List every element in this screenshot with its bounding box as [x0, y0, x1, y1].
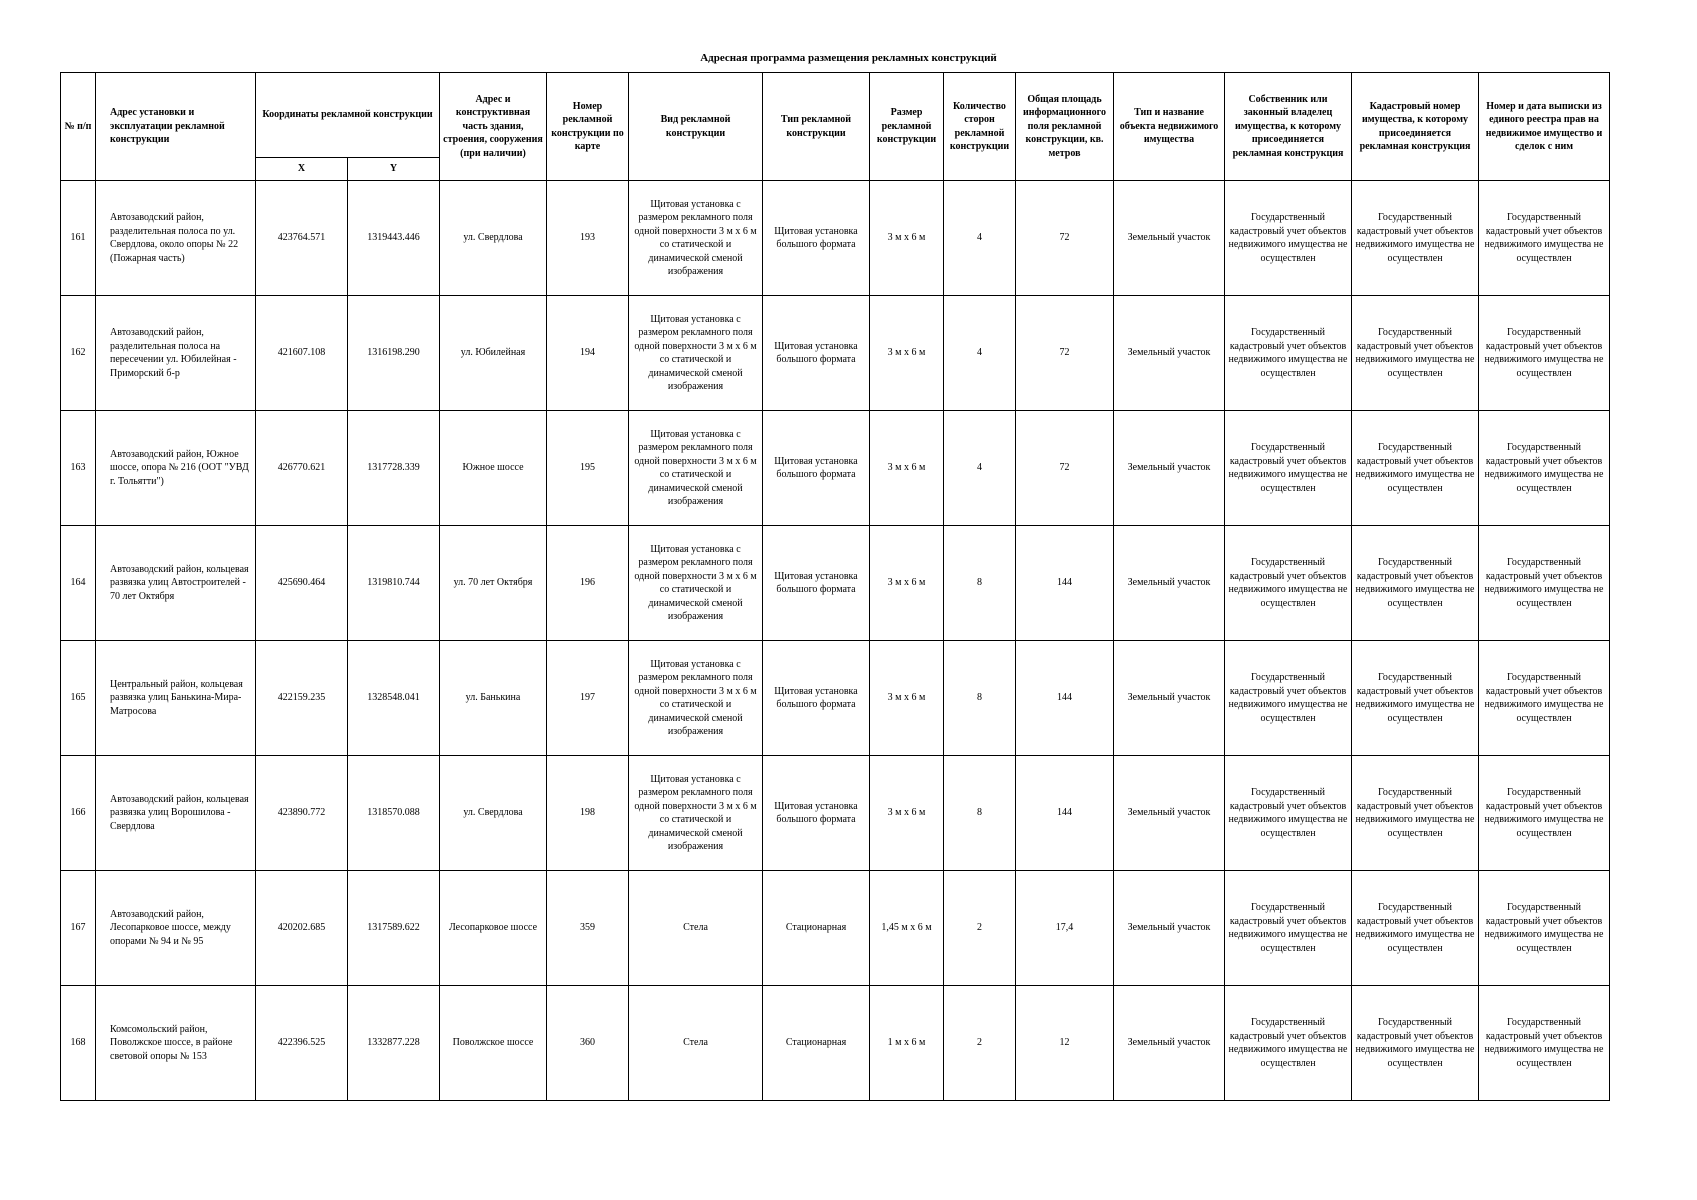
cell-y: 1317589.622 [348, 871, 440, 986]
header-building: Адрес и конструктивная часть здания, строения, сооружения (при наличии) [440, 73, 547, 181]
cell-y: 1328548.041 [348, 641, 440, 756]
cell-y: 1319443.446 [348, 181, 440, 296]
cell-kind: Щитовая установка с размером рекламного поля одной поверхности 3 м х 6 м со статической и динамической сменой изображения [629, 296, 763, 411]
cell-x: 423890.772 [256, 756, 348, 871]
cell-address: Комсомольский район, Поволжское шоссе, в районе световой опоры № 153 [96, 986, 256, 1101]
table-row [61, 296, 1610, 411]
cell-registry: Государственный кадастровый учет объектов недвижимого имущества не осуществлен [1479, 986, 1610, 1101]
cell-map-no: 194 [547, 296, 629, 411]
cell-sides: 4 [944, 411, 1016, 526]
cell-property: Земельный участок [1114, 411, 1225, 526]
cell-address: Центральный район, кольцевая развязка улиц Банькина-Мира-Матросова [96, 641, 256, 756]
cell-owner: Государственный кадастровый учет объектов недвижимого имущества не осуществлен [1225, 296, 1352, 411]
cell-building: Лесопарковое шоссе [440, 871, 547, 986]
table-row [61, 871, 1610, 986]
cell-cadastral: Государственный кадастровый учет объектов недвижимого имущества не осуществлен [1352, 641, 1479, 756]
cell-area: 17,4 [1016, 871, 1114, 986]
cell-area: 72 [1016, 411, 1114, 526]
cell-x: 421607.108 [256, 296, 348, 411]
cell-area: 72 [1016, 181, 1114, 296]
cell-x: 422159.235 [256, 641, 348, 756]
cell-property: Земельный участок [1114, 986, 1225, 1101]
cell-y: 1319810.744 [348, 526, 440, 641]
page-title: Адресная программа размещения рекламных конструкций [700, 52, 997, 64]
cell-kind: Стела [629, 986, 763, 1101]
cell-type: Стационарная [763, 986, 870, 1101]
cell-size: 1 м х 6 м [870, 986, 944, 1101]
header-kind: Вид рекламной конструкции [629, 73, 763, 181]
cell-property: Земельный участок [1114, 296, 1225, 411]
cell-type: Щитовая установка большого формата [763, 756, 870, 871]
cell-address: Автозаводский район, разделительная полоса на пересечении ул. Юбилейная - Приморский б-р [96, 296, 256, 411]
cell-sides: 8 [944, 756, 1016, 871]
cell-type: Щитовая установка большого формата [763, 526, 870, 641]
cell-registry: Государственный кадастровый учет объектов недвижимого имущества не осуществлен [1479, 641, 1610, 756]
cell-size: 3 м х 6 м [870, 296, 944, 411]
cell-area: 72 [1016, 296, 1114, 411]
cell-num: 161 [61, 181, 96, 296]
cell-y: 1316198.290 [348, 296, 440, 411]
cell-y: 1332877.228 [348, 986, 440, 1101]
cell-address: Автозаводский район, кольцевая развязка улиц Автостроителей - 70 лет Октября [96, 526, 256, 641]
cell-owner: Государственный кадастровый учет объектов недвижимого имущества не осуществлен [1225, 641, 1352, 756]
table-row [61, 181, 1610, 296]
header-owner: Собственник или законный владелец имущества, к которому присоединяется рекламная конструкция [1225, 73, 1352, 181]
cell-map-no: 360 [547, 986, 629, 1101]
cell-building: ул. Банькина [440, 641, 547, 756]
header-coords: Координаты рекламной конструкции [256, 73, 440, 158]
cell-size: 3 м х 6 м [870, 526, 944, 641]
cell-owner: Государственный кадастровый учет объектов недвижимого имущества не осуществлен [1225, 871, 1352, 986]
header-property: Тип и название объекта недвижимого имущества [1114, 73, 1225, 181]
cell-y: 1318570.088 [348, 756, 440, 871]
header-type: Тип рекламной конструкции [763, 73, 870, 181]
cell-num: 163 [61, 411, 96, 526]
cell-kind: Щитовая установка с размером рекламного поля одной поверхности 3 м х 6 м со статической и динамической сменой изображения [629, 181, 763, 296]
cell-sides: 2 [944, 871, 1016, 986]
cell-address: Автозаводский район, разделительная полоса по ул. Свердлова, около опоры № 22 (Пожарная часть) [96, 181, 256, 296]
cell-x: 425690.464 [256, 526, 348, 641]
cell-owner: Государственный кадастровый учет объектов недвижимого имущества не осуществлен [1225, 526, 1352, 641]
table-row [61, 756, 1610, 871]
cell-map-no: 195 [547, 411, 629, 526]
cell-owner: Государственный кадастровый учет объектов недвижимого имущества не осуществлен [1225, 181, 1352, 296]
cell-size: 3 м х 6 м [870, 181, 944, 296]
cell-num: 167 [61, 871, 96, 986]
cell-num: 166 [61, 756, 96, 871]
cell-kind: Щитовая установка с размером рекламного поля одной поверхности 3 м х 6 м со статической и динамической сменой изображения [629, 756, 763, 871]
cell-size: 3 м х 6 м [870, 411, 944, 526]
cell-type: Щитовая установка большого формата [763, 641, 870, 756]
cell-sides: 8 [944, 526, 1016, 641]
cell-cadastral: Государственный кадастровый учет объектов недвижимого имущества не осуществлен [1352, 411, 1479, 526]
cell-registry: Государственный кадастровый учет объектов недвижимого имущества не осуществлен [1479, 181, 1610, 296]
cell-size: 3 м х 6 м [870, 641, 944, 756]
cell-map-no: 196 [547, 526, 629, 641]
cell-x: 423764.571 [256, 181, 348, 296]
cell-num: 164 [61, 526, 96, 641]
cell-x: 420202.685 [256, 871, 348, 986]
cell-sides: 4 [944, 181, 1016, 296]
cell-registry: Государственный кадастровый учет объектов недвижимого имущества не осуществлен [1479, 411, 1610, 526]
cell-cadastral: Государственный кадастровый учет объектов недвижимого имущества не осуществлен [1352, 526, 1479, 641]
cell-type: Щитовая установка большого формата [763, 411, 870, 526]
table-row [61, 411, 1610, 526]
cell-registry: Государственный кадастровый учет объектов недвижимого имущества не осуществлен [1479, 296, 1610, 411]
cell-area: 144 [1016, 526, 1114, 641]
cell-size: 3 м х 6 м [870, 756, 944, 871]
cell-kind: Щитовая установка с размером рекламного поля одной поверхности 3 м х 6 м со статической и динамической сменой изображения [629, 411, 763, 526]
cell-y: 1317728.339 [348, 411, 440, 526]
cell-cadastral: Государственный кадастровый учет объектов недвижимого имущества не осуществлен [1352, 871, 1479, 986]
header-x: X [256, 158, 348, 181]
cell-sides: 2 [944, 986, 1016, 1101]
cell-map-no: 359 [547, 871, 629, 986]
cell-address: Автозаводский район, Лесопарковое шоссе, между опорами № 94 и № 95 [96, 871, 256, 986]
cell-building: Южное шоссе [440, 411, 547, 526]
advertising-program-table [60, 72, 1610, 1101]
table-row [61, 641, 1610, 756]
cell-num: 165 [61, 641, 96, 756]
cell-cadastral: Государственный кадастровый учет объектов недвижимого имущества не осуществлен [1352, 296, 1479, 411]
cell-registry: Государственный кадастровый учет объектов недвижимого имущества не осуществлен [1479, 756, 1610, 871]
cell-area: 144 [1016, 641, 1114, 756]
cell-owner: Государственный кадастровый учет объектов недвижимого имущества не осуществлен [1225, 986, 1352, 1101]
cell-map-no: 193 [547, 181, 629, 296]
cell-type: Щитовая установка большого формата [763, 181, 870, 296]
cell-address: Автозаводский район, кольцевая развязка улиц Ворошилова - Свердлова [96, 756, 256, 871]
header-cadastral: Кадастровый номер имущества, к которому присоединяется рекламная конструкция [1352, 73, 1479, 181]
cell-x: 422396.525 [256, 986, 348, 1101]
cell-owner: Государственный кадастровый учет объектов недвижимого имущества не осуществлен [1225, 411, 1352, 526]
cell-owner: Государственный кадастровый учет объектов недвижимого имущества не осуществлен [1225, 756, 1352, 871]
header-address: Адрес установки и эксплуатации рекламной конструкции [96, 73, 256, 181]
cell-cadastral: Государственный кадастровый учет объектов недвижимого имущества не осуществлен [1352, 756, 1479, 871]
cell-area: 12 [1016, 986, 1114, 1101]
cell-x: 426770.621 [256, 411, 348, 526]
cell-size: 1,45 м х 6 м [870, 871, 944, 986]
header-sides: Количество сторон рекламной конструкции [944, 73, 1016, 181]
cell-map-no: 197 [547, 641, 629, 756]
header-size: Размер рекламной конструкции [870, 73, 944, 181]
cell-num: 162 [61, 296, 96, 411]
cell-property: Земельный участок [1114, 641, 1225, 756]
cell-kind: Щитовая установка с размером рекламного поля одной поверхности 3 м х 6 м со статической и динамической сменой изображения [629, 526, 763, 641]
cell-type: Стационарная [763, 871, 870, 986]
table-body [61, 181, 1610, 1101]
cell-registry: Государственный кадастровый учет объектов недвижимого имущества не осуществлен [1479, 526, 1610, 641]
cell-property: Земельный участок [1114, 181, 1225, 296]
cell-building: Поволжское шоссе [440, 986, 547, 1101]
cell-type: Щитовая установка большого формата [763, 296, 870, 411]
cell-building: ул. Юбилейная [440, 296, 547, 411]
cell-kind: Стела [629, 871, 763, 986]
cell-cadastral: Государственный кадастровый учет объектов недвижимого имущества не осуществлен [1352, 986, 1479, 1101]
header-area: Общая площадь информационного поля рекламной конструкции, кв. метров [1016, 73, 1114, 181]
cell-property: Земельный участок [1114, 871, 1225, 986]
cell-property: Земельный участок [1114, 756, 1225, 871]
cell-building: ул. Свердлова [440, 181, 547, 296]
cell-sides: 4 [944, 296, 1016, 411]
cell-kind: Щитовая установка с размером рекламного поля одной поверхности 3 м х 6 м со статической и динамической сменой изображения [629, 641, 763, 756]
header-registry: Номер и дата выписки из единого реестра прав на недвижимое имущество и сделок с ним [1479, 73, 1610, 181]
cell-cadastral: Государственный кадастровый учет объектов недвижимого имущества не осуществлен [1352, 181, 1479, 296]
cell-area: 144 [1016, 756, 1114, 871]
header-map-no: Номер рекламной конструкции по карте [547, 73, 629, 181]
cell-building: ул. Свердлова [440, 756, 547, 871]
table-header [61, 73, 1610, 181]
header-y: Y [348, 158, 440, 181]
cell-num: 168 [61, 986, 96, 1101]
cell-map-no: 198 [547, 756, 629, 871]
cell-registry: Государственный кадастровый учет объектов недвижимого имущества не осуществлен [1479, 871, 1610, 986]
table-row [61, 986, 1610, 1101]
cell-sides: 8 [944, 641, 1016, 756]
cell-property: Земельный участок [1114, 526, 1225, 641]
cell-building: ул. 70 лет Октября [440, 526, 547, 641]
cell-address: Автозаводский район, Южное шоссе, опора № 216 (ООТ "УВД г. Тольятти") [96, 411, 256, 526]
header-num: № п/п [61, 73, 96, 181]
table-row [61, 526, 1610, 641]
